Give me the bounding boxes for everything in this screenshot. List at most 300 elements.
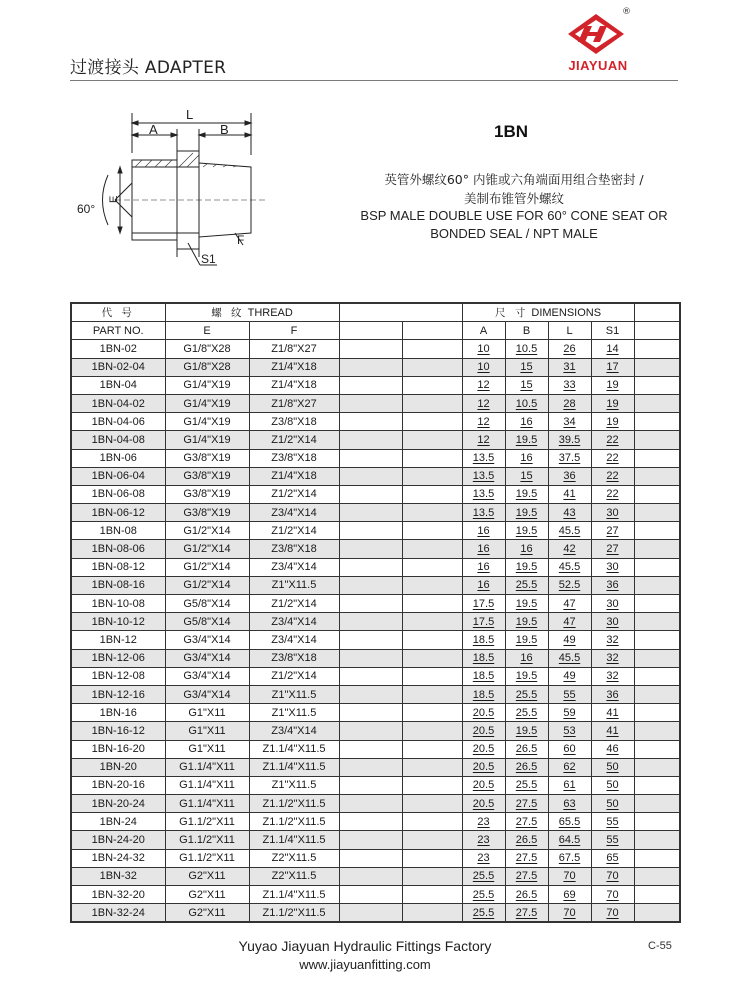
s1-cell: 70 xyxy=(591,886,634,904)
empty-cell xyxy=(339,358,402,376)
empty-cell xyxy=(339,795,402,813)
empty-cell xyxy=(634,376,680,394)
part-no-cell: 1BN-10-08 xyxy=(71,595,165,613)
e-cell: G3/4"X14 xyxy=(165,667,249,685)
empty-cell xyxy=(339,740,402,758)
header-divider xyxy=(70,80,678,81)
b-cell: 19.5 xyxy=(505,595,548,613)
l-cell: 47 xyxy=(548,613,591,631)
empty-cell xyxy=(339,886,402,904)
e-cell: G1.1/4"X11 xyxy=(165,795,249,813)
e-cell: G1"X11 xyxy=(165,704,249,722)
empty-cell xyxy=(402,740,462,758)
part-no-cell: 1BN-02-04 xyxy=(71,358,165,376)
empty-cell xyxy=(339,485,402,503)
e-cell: G1/2"X14 xyxy=(165,522,249,540)
b-cell: 19.5 xyxy=(505,613,548,631)
s1-cell: 36 xyxy=(591,576,634,594)
part-no-cell: 1BN-04-02 xyxy=(71,394,165,412)
a-cell: 20.5 xyxy=(462,740,505,758)
a-cell: 17.5 xyxy=(462,613,505,631)
f-cell: Z1/2"X14 xyxy=(249,431,339,449)
empty-cell xyxy=(339,504,402,522)
s1-cell: 70 xyxy=(591,904,634,923)
s1-cell: 22 xyxy=(591,467,634,485)
empty-cell xyxy=(402,340,462,358)
table-row xyxy=(71,685,680,703)
l-cell: 28 xyxy=(548,394,591,412)
b-cell: 15 xyxy=(505,467,548,485)
f-cell: Z1"X11.5 xyxy=(249,576,339,594)
e-cell: G3/8"X19 xyxy=(165,467,249,485)
empty-cell xyxy=(402,904,462,923)
l-cell: 60 xyxy=(548,740,591,758)
column-header-part-no: PART NO. xyxy=(71,322,165,340)
empty-cell xyxy=(402,849,462,867)
empty-cell xyxy=(402,613,462,631)
a-cell: 23 xyxy=(462,831,505,849)
part-no-cell: 1BN-12 xyxy=(71,631,165,649)
empty-cell xyxy=(634,358,680,376)
description-en-line1: BSP MALE DOUBLE USE FOR 60° CONE SEAT OR xyxy=(360,208,668,223)
e-cell: G3/4"X14 xyxy=(165,631,249,649)
empty-cell xyxy=(634,831,680,849)
page-number: C-55 xyxy=(648,940,672,952)
empty-cell xyxy=(402,449,462,467)
s1-cell: 30 xyxy=(591,613,634,631)
a-cell: 13.5 xyxy=(462,467,505,485)
s1-cell: 50 xyxy=(591,776,634,794)
part-no-cell: 1BN-20 xyxy=(71,758,165,776)
f-cell: Z1.1/2"X11.5 xyxy=(249,813,339,831)
s1-cell: 32 xyxy=(591,667,634,685)
thread-header: 螺 纹 THREAD xyxy=(165,303,339,322)
l-cell: 45.5 xyxy=(548,522,591,540)
part-no-cell: 1BN-06-08 xyxy=(71,485,165,503)
f-cell: Z1/4"X18 xyxy=(249,376,339,394)
empty-cell xyxy=(339,613,402,631)
empty-header-cell xyxy=(634,303,680,322)
column-header-s1: S1 xyxy=(591,322,634,340)
column-header-e: E xyxy=(165,322,249,340)
empty-cell xyxy=(402,467,462,485)
f-cell: Z3/4"X14 xyxy=(249,722,339,740)
b-cell: 19.5 xyxy=(505,431,548,449)
table-row xyxy=(71,595,680,613)
s1-cell: 19 xyxy=(591,376,634,394)
dim-label-b: B xyxy=(220,122,229,137)
part-no-cell: 1BN-10-12 xyxy=(71,613,165,631)
empty-cell xyxy=(339,449,402,467)
b-cell: 27.5 xyxy=(505,795,548,813)
b-cell: 19.5 xyxy=(505,504,548,522)
part-no-cell: 1BN-32-20 xyxy=(71,886,165,904)
empty-cell xyxy=(339,431,402,449)
column-header-a: A xyxy=(462,322,505,340)
b-cell: 27.5 xyxy=(505,849,548,867)
code-header: 代 号 xyxy=(71,303,165,322)
empty-cell xyxy=(634,886,680,904)
a-cell: 18.5 xyxy=(462,631,505,649)
f-cell: Z1/4"X18 xyxy=(249,358,339,376)
b-cell: 15 xyxy=(505,376,548,394)
empty-cell xyxy=(402,431,462,449)
part-no-cell: 1BN-08-12 xyxy=(71,558,165,576)
empty-cell xyxy=(339,540,402,558)
f-cell: Z3/8"X18 xyxy=(249,449,339,467)
table-row xyxy=(71,340,680,358)
table-row xyxy=(71,449,680,467)
l-cell: 39.5 xyxy=(548,431,591,449)
empty-cell xyxy=(634,431,680,449)
b-cell: 19.5 xyxy=(505,722,548,740)
e-cell: G2"X11 xyxy=(165,886,249,904)
table-row xyxy=(71,394,680,412)
l-cell: 65.5 xyxy=(548,813,591,831)
s1-cell: 55 xyxy=(591,813,634,831)
e-cell: G3/8"X19 xyxy=(165,504,249,522)
e-cell: G1.1/2"X11 xyxy=(165,813,249,831)
s1-cell: 17 xyxy=(591,358,634,376)
l-cell: 70 xyxy=(548,867,591,885)
empty-cell xyxy=(339,576,402,594)
f-cell: Z1"X11.5 xyxy=(249,776,339,794)
table-row xyxy=(71,849,680,867)
empty-cell xyxy=(402,867,462,885)
table-row xyxy=(71,795,680,813)
f-cell: Z3/4"X14 xyxy=(249,631,339,649)
l-cell: 45.5 xyxy=(548,558,591,576)
f-cell: Z2"X11.5 xyxy=(249,867,339,885)
l-cell: 42 xyxy=(548,540,591,558)
e-cell: G1"X11 xyxy=(165,740,249,758)
empty-cell xyxy=(634,540,680,558)
empty-cell xyxy=(402,795,462,813)
e-cell: G3/4"X14 xyxy=(165,685,249,703)
s1-cell: 41 xyxy=(591,704,634,722)
table-row xyxy=(71,722,680,740)
e-cell: G5/8"X14 xyxy=(165,613,249,631)
f-cell: Z1.1/4"X11.5 xyxy=(249,886,339,904)
l-cell: 43 xyxy=(548,504,591,522)
empty-cell xyxy=(634,649,680,667)
empty-cell xyxy=(634,576,680,594)
empty-cell xyxy=(402,576,462,594)
l-cell: 64.5 xyxy=(548,831,591,849)
b-cell: 10.5 xyxy=(505,394,548,412)
e-cell: G1/2"X14 xyxy=(165,540,249,558)
empty-cell xyxy=(634,340,680,358)
b-cell: 19.5 xyxy=(505,631,548,649)
empty-cell xyxy=(634,485,680,503)
part-no-cell: 1BN-08-16 xyxy=(71,576,165,594)
part-no-cell: 1BN-20-24 xyxy=(71,795,165,813)
part-no-cell: 1BN-24 xyxy=(71,813,165,831)
b-cell: 16 xyxy=(505,449,548,467)
empty-header-cell xyxy=(634,322,680,340)
f-cell: Z2"X11.5 xyxy=(249,849,339,867)
empty-cell xyxy=(634,467,680,485)
b-cell: 25.5 xyxy=(505,704,548,722)
l-cell: 55 xyxy=(548,685,591,703)
empty-cell xyxy=(402,413,462,431)
a-cell: 12 xyxy=(462,413,505,431)
e-cell: G2"X11 xyxy=(165,904,249,923)
f-cell: Z1/8"X27 xyxy=(249,394,339,412)
a-cell: 23 xyxy=(462,849,505,867)
empty-cell xyxy=(634,558,680,576)
dim-label-a: A xyxy=(149,122,158,137)
l-cell: 61 xyxy=(548,776,591,794)
f-cell: Z1.1/2"X11.5 xyxy=(249,795,339,813)
e-cell: G1/2"X14 xyxy=(165,576,249,594)
e-cell: G2"X11 xyxy=(165,867,249,885)
part-no-cell: 1BN-32 xyxy=(71,867,165,885)
table-row xyxy=(71,704,680,722)
empty-cell xyxy=(339,467,402,485)
a-cell: 25.5 xyxy=(462,904,505,923)
a-cell: 25.5 xyxy=(462,886,505,904)
description-cn-line2: 美制布锥管外螺纹 xyxy=(463,191,564,206)
dim-label-e: E xyxy=(108,195,120,203)
empty-cell xyxy=(402,649,462,667)
empty-cell xyxy=(634,394,680,412)
empty-cell xyxy=(634,904,680,923)
empty-cell xyxy=(634,740,680,758)
b-cell: 19.5 xyxy=(505,522,548,540)
a-cell: 23 xyxy=(462,813,505,831)
empty-cell xyxy=(339,558,402,576)
b-cell: 25.5 xyxy=(505,685,548,703)
e-cell: G1.1/2"X11 xyxy=(165,831,249,849)
empty-cell xyxy=(634,758,680,776)
s1-cell: 46 xyxy=(591,740,634,758)
a-cell: 13.5 xyxy=(462,449,505,467)
empty-cell xyxy=(339,813,402,831)
empty-cell xyxy=(402,631,462,649)
l-cell: 31 xyxy=(548,358,591,376)
part-no-cell: 1BN-06-04 xyxy=(71,467,165,485)
empty-cell xyxy=(339,631,402,649)
table-row xyxy=(71,904,680,923)
dim-label-f: F xyxy=(237,233,245,247)
l-cell: 41 xyxy=(548,485,591,503)
b-cell: 25.5 xyxy=(505,576,548,594)
table-row xyxy=(71,667,680,685)
column-header-f: F xyxy=(249,322,339,340)
s1-cell: 70 xyxy=(591,867,634,885)
f-cell: Z1/2"X14 xyxy=(249,522,339,540)
b-cell: 26.5 xyxy=(505,831,548,849)
a-cell: 10 xyxy=(462,340,505,358)
table-row xyxy=(71,631,680,649)
empty-cell xyxy=(634,449,680,467)
l-cell: 52.5 xyxy=(548,576,591,594)
f-cell: Z1.1/2"X11.5 xyxy=(249,904,339,923)
b-cell: 27.5 xyxy=(505,904,548,923)
table-row xyxy=(71,758,680,776)
dim-label-angle: 60° xyxy=(77,202,96,216)
table-row xyxy=(71,504,680,522)
a-cell: 18.5 xyxy=(462,667,505,685)
page-title: 过渡接头 ADAPTER xyxy=(70,58,227,78)
table-row xyxy=(71,649,680,667)
empty-cell xyxy=(402,394,462,412)
empty-cell xyxy=(339,649,402,667)
empty-cell xyxy=(634,667,680,685)
a-cell: 12 xyxy=(462,376,505,394)
f-cell: Z1/2"X14 xyxy=(249,485,339,503)
l-cell: 34 xyxy=(548,413,591,431)
s1-cell: 30 xyxy=(591,595,634,613)
part-no-cell: 1BN-16-20 xyxy=(71,740,165,758)
dim-label-l: L xyxy=(186,107,194,122)
empty-cell xyxy=(402,685,462,703)
l-cell: 33 xyxy=(548,376,591,394)
part-no-cell: 1BN-04-06 xyxy=(71,413,165,431)
empty-cell xyxy=(339,376,402,394)
a-cell: 20.5 xyxy=(462,758,505,776)
f-cell: Z3/8"X18 xyxy=(249,540,339,558)
f-cell: Z1"X11.5 xyxy=(249,704,339,722)
column-header-b: B xyxy=(505,322,548,340)
l-cell: 69 xyxy=(548,886,591,904)
empty-cell xyxy=(339,522,402,540)
empty-header-cell xyxy=(402,322,462,340)
table-row xyxy=(71,886,680,904)
s1-cell: 22 xyxy=(591,485,634,503)
a-cell: 12 xyxy=(462,431,505,449)
f-cell: Z3/4"X14 xyxy=(249,613,339,631)
l-cell: 36 xyxy=(548,467,591,485)
a-cell: 20.5 xyxy=(462,722,505,740)
empty-cell xyxy=(339,722,402,740)
e-cell: G1"X11 xyxy=(165,722,249,740)
table-row xyxy=(71,813,680,831)
l-cell: 47 xyxy=(548,595,591,613)
a-cell: 20.5 xyxy=(462,704,505,722)
part-no-cell: 1BN-16 xyxy=(71,704,165,722)
b-cell: 15 xyxy=(505,358,548,376)
b-cell: 26.5 xyxy=(505,886,548,904)
empty-cell xyxy=(339,704,402,722)
table-row xyxy=(71,867,680,885)
b-cell: 19.5 xyxy=(505,667,548,685)
empty-cell xyxy=(339,394,402,412)
f-cell: Z3/8"X18 xyxy=(249,413,339,431)
table-row xyxy=(71,740,680,758)
l-cell: 49 xyxy=(548,667,591,685)
empty-cell xyxy=(634,722,680,740)
l-cell: 67.5 xyxy=(548,849,591,867)
empty-cell xyxy=(402,704,462,722)
empty-cell xyxy=(402,522,462,540)
l-cell: 62 xyxy=(548,758,591,776)
e-cell: G1/2"X14 xyxy=(165,558,249,576)
b-cell: 19.5 xyxy=(505,485,548,503)
part-no-cell: 1BN-24-20 xyxy=(71,831,165,849)
e-cell: G1/4"X19 xyxy=(165,431,249,449)
a-cell: 20.5 xyxy=(462,795,505,813)
footer-company: Yuyao Jiayuan Hydraulic Fittings Factory xyxy=(238,938,492,954)
l-cell: 70 xyxy=(548,904,591,923)
empty-cell xyxy=(634,813,680,831)
b-cell: 26.5 xyxy=(505,758,548,776)
a-cell: 25.5 xyxy=(462,867,505,885)
empty-cell xyxy=(402,540,462,558)
s1-cell: 27 xyxy=(591,540,634,558)
s1-cell: 19 xyxy=(591,413,634,431)
s1-cell: 55 xyxy=(591,831,634,849)
table-row xyxy=(71,613,680,631)
part-no-cell: 1BN-12-06 xyxy=(71,649,165,667)
a-cell: 16 xyxy=(462,558,505,576)
part-no-cell: 1BN-12-16 xyxy=(71,685,165,703)
b-cell: 16 xyxy=(505,649,548,667)
e-cell: G3/8"X19 xyxy=(165,449,249,467)
empty-cell xyxy=(634,867,680,885)
empty-cell xyxy=(339,667,402,685)
part-no-cell: 1BN-16-12 xyxy=(71,722,165,740)
empty-cell xyxy=(339,758,402,776)
a-cell: 16 xyxy=(462,576,505,594)
empty-cell xyxy=(402,485,462,503)
f-cell: Z3/4"X14 xyxy=(249,504,339,522)
part-no-cell: 1BN-02 xyxy=(71,340,165,358)
part-no-cell: 1BN-12-08 xyxy=(71,667,165,685)
e-cell: G1.1/4"X11 xyxy=(165,776,249,794)
empty-cell xyxy=(339,340,402,358)
empty-cell xyxy=(339,595,402,613)
part-no-cell: 1BN-04-08 xyxy=(71,431,165,449)
table-column-header-row xyxy=(71,322,680,340)
table-row xyxy=(71,467,680,485)
e-cell: G3/4"X14 xyxy=(165,649,249,667)
a-cell: 20.5 xyxy=(462,776,505,794)
f-cell: Z1.1/4"X11.5 xyxy=(249,740,339,758)
s1-cell: 30 xyxy=(591,504,634,522)
b-cell: 26.5 xyxy=(505,740,548,758)
s1-cell: 22 xyxy=(591,431,634,449)
empty-cell xyxy=(402,722,462,740)
s1-cell: 22 xyxy=(591,449,634,467)
empty-cell xyxy=(339,413,402,431)
b-cell: 16 xyxy=(505,540,548,558)
empty-cell xyxy=(634,685,680,703)
part-no-cell: 1BN-06-12 xyxy=(71,504,165,522)
empty-cell xyxy=(402,504,462,522)
f-cell: Z1.1/4"X11.5 xyxy=(249,831,339,849)
adapter-technical-drawing xyxy=(75,105,290,275)
b-cell: 25.5 xyxy=(505,776,548,794)
s1-cell: 30 xyxy=(591,558,634,576)
b-cell: 27.5 xyxy=(505,813,548,831)
empty-header-cell xyxy=(339,322,402,340)
f-cell: Z3/8"X18 xyxy=(249,649,339,667)
a-cell: 10 xyxy=(462,358,505,376)
s1-cell: 36 xyxy=(591,685,634,703)
empty-cell xyxy=(402,667,462,685)
empty-cell xyxy=(634,522,680,540)
b-cell: 16 xyxy=(505,413,548,431)
e-cell: G1.1/4"X11 xyxy=(165,758,249,776)
part-no-cell: 1BN-24-32 xyxy=(71,849,165,867)
empty-cell xyxy=(402,376,462,394)
part-no-cell: 1BN-04 xyxy=(71,376,165,394)
f-cell: Z1/8"X27 xyxy=(249,340,339,358)
a-cell: 13.5 xyxy=(462,504,505,522)
empty-cell xyxy=(339,776,402,794)
